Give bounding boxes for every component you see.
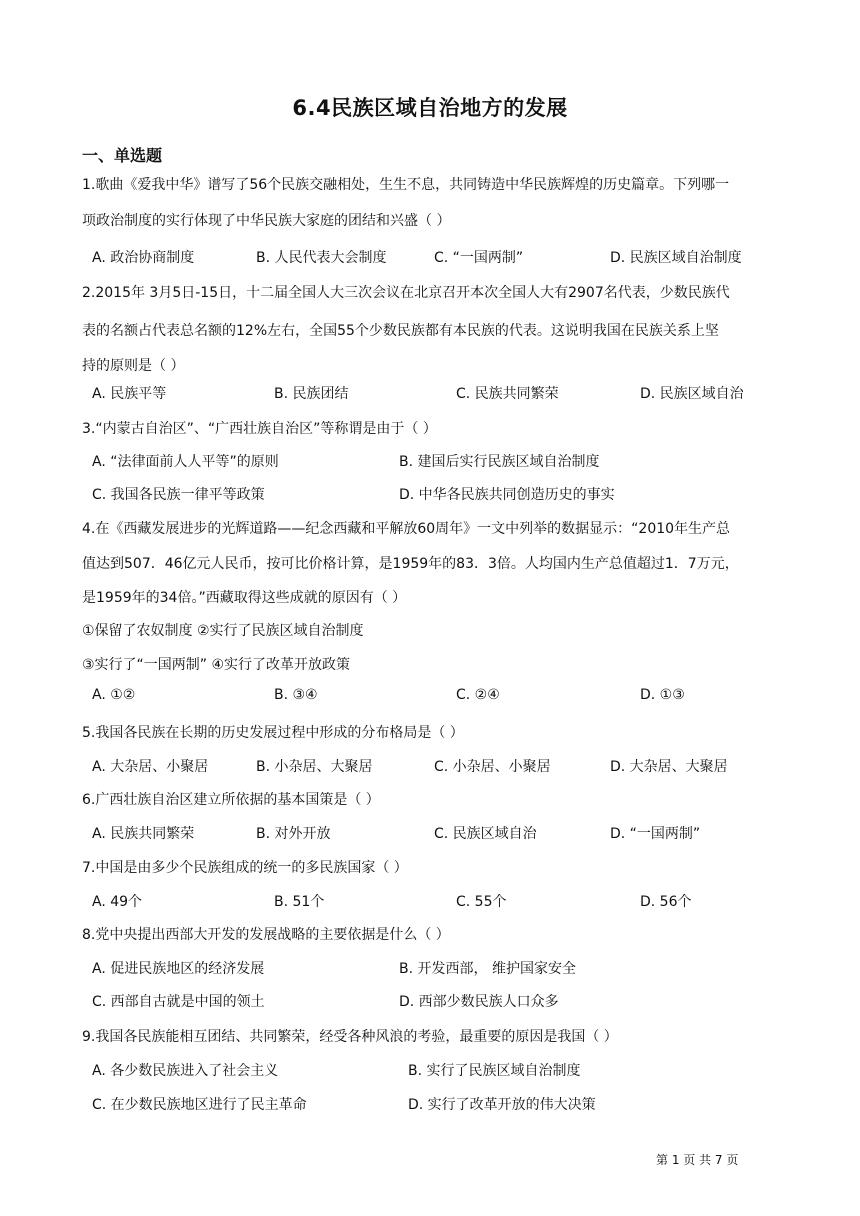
option-choice[interactable]: C. 55个 (456, 894, 507, 910)
question-text: 8.党中央提出西部大开发的发展战略的主要依据是什么（ ） (82, 927, 450, 943)
option-choice[interactable]: C. “一国两制” (434, 250, 524, 266)
option-choice[interactable]: D. 民族区域自治 (640, 386, 744, 402)
option-row (92, 958, 792, 978)
option-choice[interactable]: B. 民族团结 (274, 386, 349, 402)
option-choice[interactable]: B. 实行了民族区域自治制度 (408, 1063, 581, 1079)
option-row (92, 891, 792, 911)
question-text: ③实行了“一国两制” ④实行了改革开放政策 (82, 657, 351, 673)
option-choice[interactable]: A. “法律面前人人平等”的原则 (92, 454, 279, 470)
option-choice[interactable]: D. “一国两制” (610, 826, 701, 842)
question-text: 5.我国各民族在长期的历史发展过程中形成的分布格局是（ ） (82, 725, 464, 741)
option-choice[interactable]: D. 56个 (640, 894, 692, 910)
option-choice[interactable]: B. 建国后实行民族区域自治制度 (399, 454, 600, 470)
option-choice[interactable]: C. 西部自古就是中国的领土 (92, 994, 265, 1010)
option-choice[interactable]: C. 在少数民族地区进行了民主革命 (92, 1097, 307, 1113)
option-row (92, 451, 792, 471)
question-text: 3.“内蒙古自治区”、“广西壮族自治区”等称谓是由于（ ） (82, 421, 437, 437)
question-text: 1.歌曲《爱我中华》谱写了56个民族交融相处，生生不息，共同铸造中华民族辉煌的历史篇章。下列哪一 (82, 177, 730, 193)
option-choice[interactable]: C. ②④ (456, 687, 500, 703)
page-footer: 第 1 页 共 7 页 (656, 1153, 739, 1167)
question-text: 值达到507．46亿元人民币，按可比价格计算，是1959年的83．3倍。人均国内生产总值超过1．7万元， (82, 556, 739, 572)
option-choice[interactable]: D. 实行了改革开放的伟大决策 (408, 1097, 596, 1113)
option-choice[interactable]: D. 大杂居、大聚居 (610, 759, 728, 775)
option-choice[interactable]: A. 49个 (92, 894, 143, 910)
page-title: 6.4民族区域自治地方的发展 (292, 96, 568, 120)
option-row (92, 991, 792, 1011)
question-text: 2.2015年 3月5日-15日，十二届全国人大三次会议在北京召开本次全国人大有2907名代表，少数民族代 (82, 285, 730, 301)
option-choice[interactable]: B. 对外开放 (256, 826, 331, 842)
option-choice[interactable]: D. 民族区域自治制度 (610, 250, 742, 266)
option-choice[interactable]: A. 政治协商制度 (92, 250, 195, 266)
question-text: 持的原则是（ ） (82, 358, 185, 374)
option-choice[interactable]: B. 51个 (274, 894, 325, 910)
option-choice[interactable]: C. 我国各民族一律平等政策 (92, 487, 265, 503)
option-choice[interactable]: D. 中华各民族共同创造历史的事实 (399, 487, 615, 503)
question-text: 项政治制度的实行体现了中华民族大家庭的团结和兴盛（ ） (82, 213, 451, 229)
option-row (92, 247, 792, 267)
question-text: 4.在《西藏发展进步的光辉道路——纪念西藏和平解放60周年》一文中列举的数据显示：“2010年生产总 (82, 521, 731, 537)
question-text: ①保留了农奴制度 ②实行了民族区域自治制度 (82, 623, 364, 639)
question-text: 7.中国是由多少个民族组成的统一的多民族国家（ ） (82, 860, 408, 876)
option-choice[interactable]: D. ①③ (640, 687, 685, 703)
option-choice[interactable]: C. 民族共同繁荣 (456, 386, 559, 402)
question-text: 9.我国各民族能相互团结、共同繁荣，经受各种风浪的考验，最重要的原因是我国（ ） (82, 1029, 618, 1045)
option-choice[interactable]: A. 民族共同繁荣 (92, 826, 195, 842)
option-row (92, 383, 792, 403)
option-choice[interactable]: C. 小杂居、小聚居 (434, 759, 551, 775)
option-choice[interactable]: A. 促进民族地区的经济发展 (92, 961, 265, 977)
option-row (92, 756, 792, 776)
option-row (92, 687, 792, 707)
option-choice[interactable]: D. 西部少数民族人口众多 (399, 994, 559, 1010)
option-choice[interactable]: B. ③④ (274, 687, 318, 703)
option-choice[interactable]: B. 人民代表大会制度 (256, 250, 387, 266)
question-text: 表的名额占代表总名额的12%左右，全国55个少数民族都有本民族的代表。这说明我国在民族关系上坚 (82, 323, 719, 339)
option-row (92, 484, 792, 504)
question-text: 6.广西壮族自治区建立所依据的基本国策是（ ） (82, 792, 380, 808)
section-heading: 一、单选题 (82, 146, 163, 165)
option-choice[interactable]: B. 小杂居、大聚居 (256, 759, 373, 775)
option-choice[interactable]: C. 民族区域自治 (434, 826, 537, 842)
option-row (92, 1060, 792, 1080)
option-choice[interactable]: A. ①② (92, 687, 136, 703)
option-choice[interactable]: A. 民族平等 (92, 386, 167, 402)
option-row (92, 1094, 792, 1114)
option-row (92, 823, 792, 843)
option-choice[interactable]: B. 开发西部， 维护国家安全 (399, 961, 576, 977)
option-choice[interactable]: A. 大杂居、小聚居 (92, 759, 209, 775)
option-choice[interactable]: A. 各少数民族进入了社会主义 (92, 1063, 279, 1079)
question-text: 是1959年的34倍。”西藏取得这些成就的原因有（ ） (82, 590, 407, 606)
